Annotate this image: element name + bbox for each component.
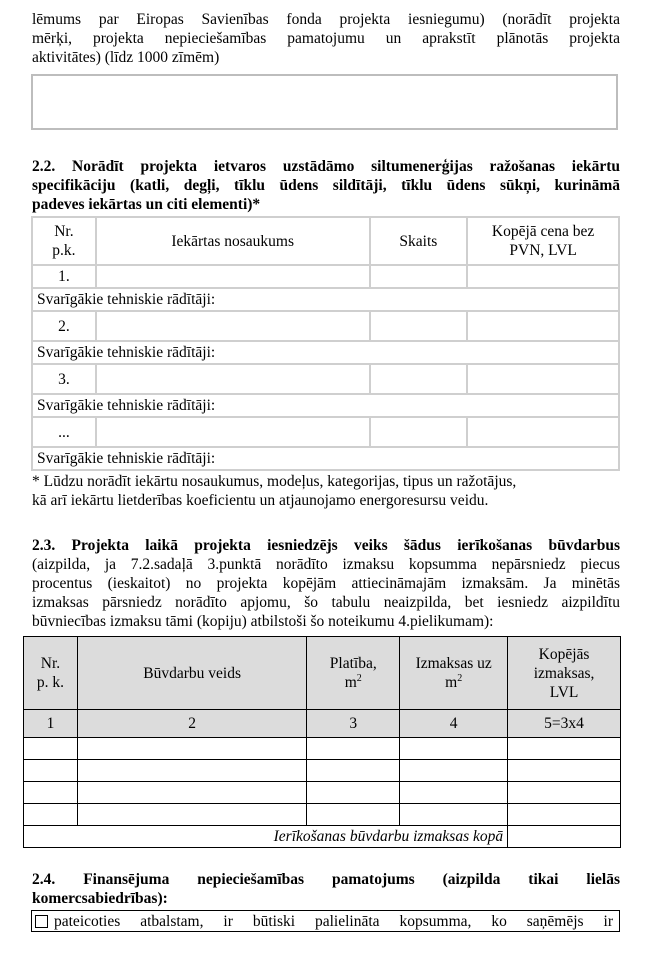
table-row bbox=[24, 782, 621, 804]
section-2-3-heading-line-3: procentus (ieskaitot) no projekta kopējām attiecināmajām izmaksām. Ja minētās bbox=[32, 575, 620, 592]
row-number: 2. bbox=[32, 311, 96, 341]
checkbox-label: pateicoties atbalstam, ir būtiski palielināta kopsumma, ko saņēmējs ir bbox=[54, 912, 613, 930]
equipment-row-4 bbox=[32, 417, 619, 447]
checkbox-row bbox=[31, 910, 620, 932]
quantity-cell[interactable] bbox=[370, 417, 468, 447]
quantity-cell[interactable] bbox=[370, 265, 468, 288]
section-2-3-heading-line-1: 2.3. Projekta laikā projekta iesniedzējs veiks šādus ierīkošanas būvdarbus bbox=[32, 537, 620, 554]
footnote-line-2: kā arī iekārtu lietderības koeficientu un atjaunojamo energoresursu veidu. bbox=[32, 492, 489, 509]
total-value-cell[interactable] bbox=[508, 826, 621, 848]
col-number: 5=3x4 bbox=[508, 710, 621, 738]
section-2-2-heading-line-3: padeves iekārtas un citi elementi)* bbox=[32, 196, 261, 213]
equipment-row-2 bbox=[32, 311, 619, 341]
intro-text-box[interactable] bbox=[31, 74, 618, 130]
construction-table-header bbox=[24, 637, 621, 710]
col-number: 3 bbox=[307, 710, 400, 738]
section-2-2-footnote bbox=[32, 472, 620, 510]
tech-row-3 bbox=[32, 394, 619, 417]
column-number-row bbox=[24, 710, 621, 738]
total-label: Ierīkošanas būvdarbu izmaksas kopā bbox=[24, 826, 508, 848]
tech-row-4 bbox=[32, 447, 619, 470]
equipment-name-cell[interactable] bbox=[96, 311, 370, 341]
header-work-type: Būvdarbu veids bbox=[77, 637, 306, 710]
header-nr: Nr. p.k. bbox=[32, 217, 96, 265]
total-row bbox=[24, 826, 621, 848]
section-2-3-heading-line-5: būvniecības izmaksu tāmi (kopiju) atbilstoši šo noteikumu 4.pielikumam): bbox=[32, 613, 494, 630]
section-2-3-heading-line-4: izmaksas pārsniedz norādīto apjomu, šo tabulu neaizpilda, bet iesniedz aizpildītu bbox=[32, 594, 620, 611]
section-2-4-heading-line-2: komercsabiedrības): bbox=[32, 890, 168, 907]
footnote-line-1: * Lūdzu norādīt iekārtu nosaukumus, modeļus, kategorijas, tipus un ražotājus, bbox=[32, 473, 517, 490]
row-number: 1. bbox=[32, 265, 96, 288]
header-cost-per-m2: Izmaksas uz $m^2$ bbox=[400, 637, 508, 710]
table-row bbox=[24, 804, 621, 826]
header-nr: Nr. p. k. bbox=[24, 637, 78, 710]
row-number: 3. bbox=[32, 364, 96, 394]
intro-line-2: mērķi, projekta nepieciešamības pamatojumu un aprakstīt plānotās projekta bbox=[32, 30, 620, 47]
col-number: 4 bbox=[400, 710, 508, 738]
tech-indicators-label[interactable]: Svarīgākie tehniskie rādītāji: bbox=[32, 447, 619, 470]
header-area: Platība, $m^2$ bbox=[307, 637, 400, 710]
equipment-table bbox=[31, 216, 620, 471]
tech-indicators-label[interactable]: Svarīgākie tehniskie rādītāji: bbox=[32, 394, 619, 417]
tech-indicators-label[interactable]: Svarīgākie tehniskie rādītāji: bbox=[32, 288, 619, 311]
equipment-name-cell[interactable] bbox=[96, 265, 370, 288]
equipment-name-cell[interactable] bbox=[96, 417, 370, 447]
section-2-3-heading bbox=[32, 536, 620, 631]
section-2-4-heading-line-1: 2.4. Finansējuma nepieciešamības pamatojums (aizpilda tikai lielās bbox=[32, 871, 620, 888]
tech-row-1 bbox=[32, 288, 619, 311]
header-equipment-name: Iekārtas nosaukums bbox=[96, 217, 370, 265]
section-2-2-heading-line-2: specifikāciju (katli, degļi, tīklu ūdens sildītāji, tīklu ūdens sūkņi, kurināmā bbox=[32, 177, 620, 194]
price-cell[interactable] bbox=[467, 265, 619, 288]
section-2-2-heading-line-1: 2.2. Norādīt projekta ietvaros uzstādāmo siltumenerģijas ražošanas iekārtu bbox=[32, 158, 620, 175]
construction-table bbox=[23, 636, 621, 848]
header-total-cost: Kopējās izmaksas, LVL bbox=[508, 637, 621, 710]
tech-row-2 bbox=[32, 341, 619, 364]
intro-paragraph bbox=[32, 10, 620, 67]
equipment-name-cell[interactable] bbox=[96, 364, 370, 394]
col-number: 1 bbox=[24, 710, 78, 738]
equipment-table-header bbox=[32, 217, 619, 265]
quantity-cell[interactable] bbox=[370, 311, 468, 341]
quantity-cell[interactable] bbox=[370, 364, 468, 394]
section-2-3-heading-line-2: (aizpilda, ja 7.2.sadaļā 3.punktā norādīto izmaksu kopsumma nepārsniedz piecus bbox=[32, 556, 620, 573]
col-number: 2 bbox=[77, 710, 306, 738]
header-total-price: Kopējā cena bez PVN, LVL bbox=[467, 217, 619, 265]
price-cell[interactable] bbox=[467, 364, 619, 394]
equipment-row-1 bbox=[32, 265, 619, 288]
section-2-4-heading bbox=[32, 870, 620, 908]
table-row bbox=[24, 760, 621, 782]
intro-line-1: lēmums par Eiropas Savienības fonda projekta iesniegumu) (norādīt projekta bbox=[32, 11, 620, 28]
intro-line-3: aktivitātes) (līdz 1000 zīmēm) bbox=[32, 49, 220, 66]
equipment-row-3 bbox=[32, 364, 619, 394]
tech-indicators-label[interactable]: Svarīgākie tehniskie rādītāji: bbox=[32, 341, 619, 364]
row-number: ... bbox=[32, 417, 96, 447]
price-cell[interactable] bbox=[467, 417, 619, 447]
price-cell[interactable] bbox=[467, 311, 619, 341]
section-2-2-heading bbox=[32, 157, 620, 214]
support-checkbox[interactable] bbox=[35, 915, 48, 928]
header-quantity: Skaits bbox=[370, 217, 468, 265]
table-row bbox=[24, 738, 621, 760]
